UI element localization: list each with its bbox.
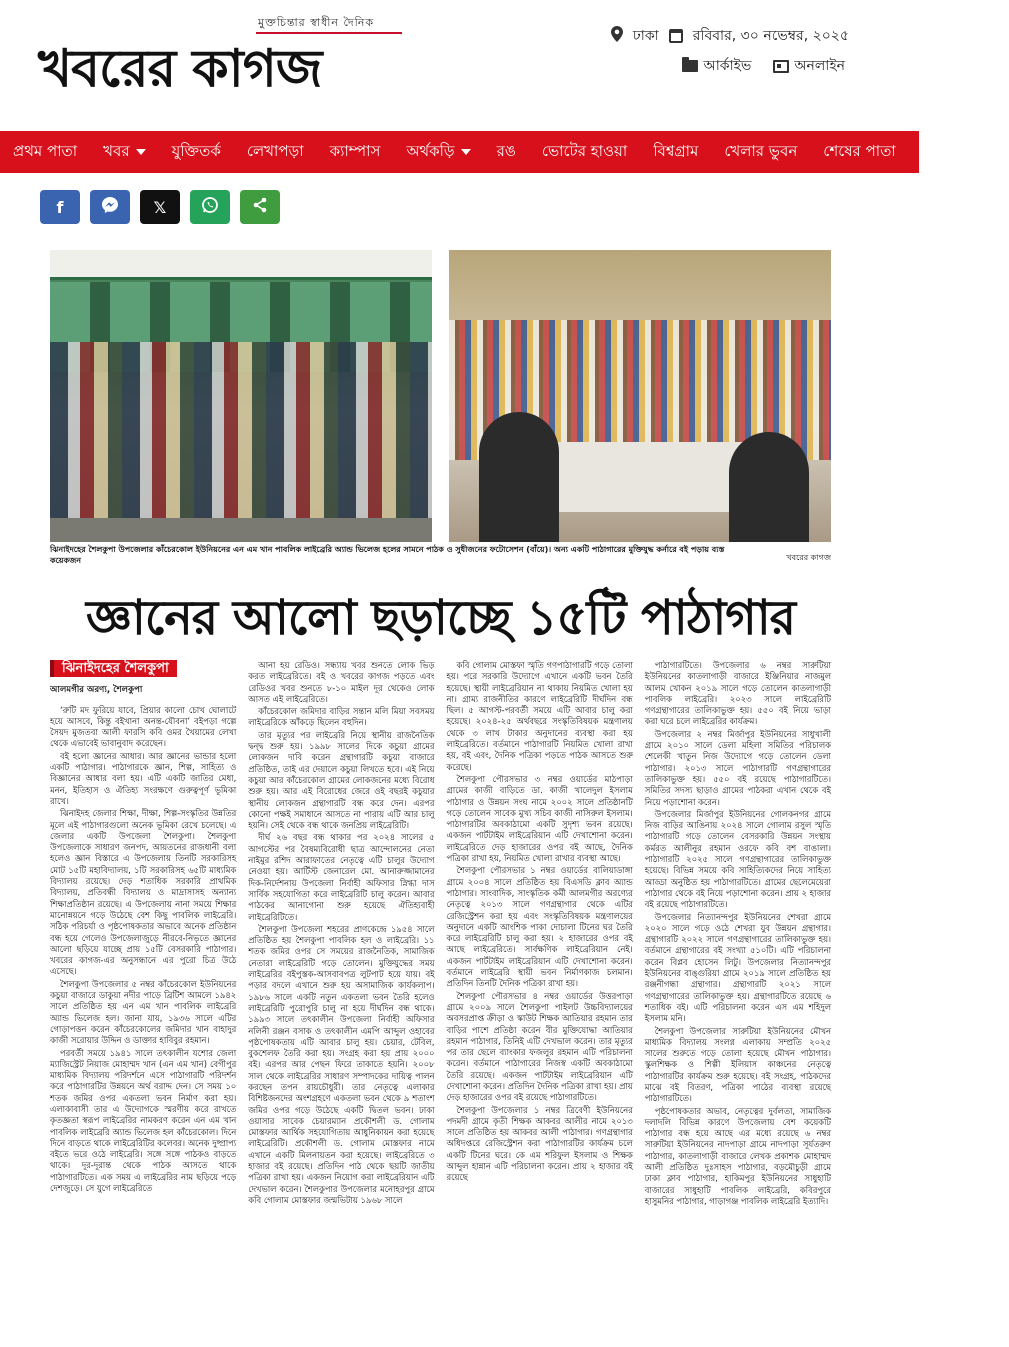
calendar-icon [669, 29, 683, 43]
caret-down-icon [461, 149, 471, 155]
article-paragraph: আনা হয় রেডিও। সন্ধ্যায় খবর শুনতে লোক ভিড় করত লাইব্রেরিতে। বই ও খবরের কাগজ পড়তে এবং রেডিওর খবর শুনতে ৮-১০ মাইল দূর থেকেও লোক আসত এই লাইব্রেরিতে। [248, 660, 435, 704]
newspaper-icon [773, 60, 789, 73]
photo-reader [729, 432, 809, 542]
nav-item-label: শেষের পাতা [823, 141, 896, 160]
caret-down-icon [136, 149, 146, 155]
article-paragraph: উপজেলার নিত্যানন্দপুর ইউনিয়নের শেখরা গ্রামে ২০২০ সালে গড়ে ওঠে শেখরা যুব উন্নয়ন গ্রন্থাগার। গ্রন্থাগারটি ২০২২ সালে গণগ্রন্থাগারের তালিকাভুক্ত হয়। বর্তমানে গ্রন্থাগারের বই সংখ্যা ৫১০টি। এটি পরিচালনা করেন বিপ্লব হোসেন লিটু। উপজেলার নিত্যানন্দপুর ইউনিয়নের বাঙ্গুরিয়া গ্রামে ২০১৯ সালে প্রতিষ্ঠিত হয় রঞ্জনীগন্ধা গ্রন্থাগার। গ্রন্থাগারটি ২০২১ সালে গণগ্রন্থাগারের তালিকাভুক্ত হয়। গ্রন্থাগারটিতে রয়েছে ৬ শতাধিক বই। এটি পরিচালনা করেন এস এম শহিদুল ইসলাম মনি। [644, 911, 831, 1024]
x-icon: 𝕏 [153, 197, 167, 217]
nav-item-label: লেখাপড়া [246, 141, 304, 160]
nav-item[interactable] [317, 140, 394, 165]
nav-item-label: রূপসী বাংলা [921, 141, 997, 160]
photo-banner [50, 250, 432, 280]
article-headline: জ্ঞানের আলো ছড়াচ্ছে ১৫টি পাঠাগার [85, 590, 796, 646]
nav-item-label: ভোটের হাওয়া [541, 141, 628, 160]
nav-item[interactable] [529, 140, 640, 165]
photo-caption-text: ঝিনাইদহের শৈলকুপা উপজেলার কাঁচেরকোল ইউনিয়নের এন এম খান পাবলিক লাইব্রেরি অ্যান্ড ভিলেজ হলের সামনে পাঠক ও সুধীজনের ফটোসেশন (বাঁয়ে)। অন্য একটি পাঠাগারের মুক্তিযুদ্ধ কর্নারে বই পড়ায় ব্যস্ত কয়েকজন [50, 545, 725, 565]
article-paragraph: পরবর্তী সময়ে ১৯৪১ সালে তৎকালীন যশোর জেলা ম্যাজিস্ট্রেট নিয়াজ মোহাম্মদ খান (এন এম খান) বেগীপুর মাধ্যমিক বিদ্যালয় পরিদর্শনে এসে পাঠাগারটি পরিদর্শন করে পাঠাগারটির উন্নয়নে অর্থ বরাদ্দ দেন। সে সময় ১০ শতক জমির ওপর একতলা ভবন নির্মাণ করা হয়। এলাকাবাসী তার এ উদ্যোগকে স্মরণীয় করে রাখতে কৃতজ্ঞতা স্বরূপ লাইব্রেরির নামকরণ করেন এন এম খান পাবলিক লাইব্রেরি অ্যান্ড ভিলেজ হল কাঁচেরকোল। দিনে দিনে বাড়তে থাকে লাইব্রেরিটির কলেবর। অনেক দুষ্প্রাপ্য বইতে ভরে ওঠে লাইব্রেরি। সঙ্গে সঙ্গে পাঠকও বাড়তে থাকে। দূর-দূরান্ত থেকে পাঠক আসতে থাকে পাঠাগারটিতে। এক সময় এ লাইব্রেরির নাম ছড়িয়ে পড়ে দেশজুড়ে। সে যুগে লাইব্রেরিতে [50, 1047, 237, 1194]
nav-item[interactable] [234, 140, 317, 165]
nav-item[interactable] [810, 140, 908, 165]
nav-item[interactable] [159, 140, 234, 165]
nav-item-label: রঙ [496, 141, 516, 160]
photo-ground [50, 518, 432, 542]
article-paragraph: উপজেলার মির্জাপুর ইউনিয়নের গোলকনগর গ্রামে নিজ বাড়ির আঙিনায় ২০২৪ সালে গোলাম রসুল স্মৃতি পাঠাগারটি গড়ে তোলেন বেসরকারি উন্নয়ন সংস্থায় কর্মরত আলীনুর রহমান ওরফে কবি বশ বাঙালা। পাঠাগারটি ২০২৫ সালে গণগ্রন্থাগারের তালিকাভুক্ত হয়েছে। বিভিন্ন সময়ে কবি সাহিত্যিকদের নিয়ে সাহিত্য আড্ডা অনুষ্ঠিত হয় পাঠাগারটিতে। গ্রামের ছেলেমেয়েরা পাঠাগার থেকে বই নিয়ে পড়াশোনা করেন। প্রায় ২ হাজার বই রয়েছে পাঠাগারটিতে। [644, 808, 831, 910]
main-nav [0, 131, 997, 173]
online-link[interactable] [773, 54, 845, 78]
article-paragraph: কবি গোলাম মোস্তফা স্মৃতি গণপাঠাগারটি গড়ে তোলা হয়। পরে সরকারি উদ্যোগে এখানে একটি ভবন তৈরি হয়েছে। স্থায়ী লাইব্রেরিয়ান না থাকায় নিয়মিত খোলা হয় না। গ্রাম্য রাজনীতির কারণে লাইব্রেরিটি দীর্ঘদিন বন্ধ ছিল। ৫ আগস্ট-পরবর্তী সময়ে এটি আবার চালু করা হয়েছে। ২০২৪-২৫ অর্থবছরে সংস্কৃতিবিষয়ক মন্ত্রণালয় থেকে ৩ লাখ টাকার অনুদানের ব্যবস্থা করা হয় লাইব্রেরিতে। বর্তমানে পাঠাগারটি নিয়মিত খোলা রাখা হয়, বই এবং, দৈনিক পত্রিকা পড়তে পাঠক আসতে শুরু করেছে। [446, 660, 633, 772]
article-paragraph: ঝিনাইদহ জেলার শিক্ষা, দীক্ষা, শিল্প-সংস্কৃতির উন্নতির মূলে এই পাঠাগারগুলো অনেক ভূমিকা রেখে চলেছে। এ জেলার একটি উপজেলা শৈলকুপা। শৈলকুপা উপজেলাকে সাধারণ জনপদ, আয়তনের রাজধানী বলা হলেও জ্ঞান বিস্তারে এ উপজেলায় তিনটি সরকারিসহ মোট ১৫টি মহাবিদ্যালয়, ১টি সরকারিসহ ৬৫টি মাধ্যমিক বিদ্যালয় রয়েছে। দেড় শতাধিক সরকারি প্রাথমিক বিদ্যালয়, প্রতিবন্ধী বিদ্যালয় ও মাদ্রাসাসহ অন্যান্য শিক্ষাপ্রতিষ্ঠান রয়েছে। এ উপজেলায় নানা সময়ে শিক্ষার মানোন্নয়নে গড়ে উঠেছে বেশ কিছু পাবলিক লাইব্রেরি। সঠিক পরিচর্যা ও পৃষ্ঠপোষকতার অভাবে অনেক প্রতিষ্ঠান বন্ধ হয়ে গেলেও উপজেলাজুড়ে নীরবে-নিভৃতে জ্ঞানের আলো ছড়িয়ে যাচ্ছে প্রায় ১৫টি বেসরকারি পাঠাগার। খবরের কাগজ-এর অনুসন্ধানে এর পুরো চিত্র উঠে এসেছে। [50, 808, 237, 977]
photo-people-group [50, 342, 432, 522]
nav-item-label: যুক্তিতর্ক [171, 141, 221, 160]
x-share-button[interactable] [140, 190, 180, 224]
article-paragraph: উপজেলার ২ নম্বর মির্জাপুর ইউনিয়নের সাধুখালী গ্রামে ২০১০ সালে ডেলা মহিলা সমিতির পরিচালক শেলেকী খাতুন নিজ উদ্যোগে গড়ে তোলেন ডেলা পাঠাগার। ২০১৩ সালে পাঠাগারটি গণগ্রন্থাগারের তালিকাভুক্ত হয়। ৫৫০ বই রয়েছে পাঠাগারটিতে। সমিতির সদস্য ছাড়াও গ্রামের পাঠকরা এখান থেকে বই নিয়ে পড়াশোনা করেন। [644, 728, 831, 807]
article-column-4 [645, 660, 831, 1340]
article-paragraph: শৈলকুপা উপজেলার সারুটিয়া ইউনিয়নের মৌখন মাধ্যমিক বিদ্যালয় সংলগ্ন এলাকায় সম্প্রতি ২০২৫ সালের শুরুতে গড়ে তোলা হয়েছে মৌখন পাঠাগার। স্কুলশিক্ষক ও শিল্পী ইলিয়াস কাঞ্চনের নেতৃত্বে পাঠাগারটির কার্যক্রম শুরু হয়েছে। বই সংগ্রহ, পাঠকদের মাঝে বই বিতরণ, পত্রিকা পাঠের ব্যবস্থা রয়েছে পাঠাগারটিতে। [644, 1025, 831, 1104]
article-column-2 [248, 660, 434, 1340]
location-pin-icon [611, 26, 623, 46]
nav-item[interactable] [393, 140, 483, 165]
article-paragraph: তার মৃত্যুর পর লাইব্রেরি নিয়ে স্থানীয় রাজনৈতিক দ্বন্দ্ব শুরু হয়। ১৯৯৮ সালের দিকে কচুয়া গ্রামের লোকজন দাবি করেন গ্রন্থাগারটি কচুয়া বাজারে প্রতিষ্ঠিত, তাই এর দেয়ালে কচুয়া লিখতে হবে। এই নিয়ে কচুয়া আর কাঁচেরকোল গ্রামের লোকজনের মধ্যে বিরোধ শুরু হয়। আর এই বিরোধের জেরে ওই বছরই কচুয়ার স্থানীয় লোকজন গ্রন্থাগারটি বন্ধ করে দেন। এরপর কোনো পক্ষই সমাধানে আসতে না পারায় এটি আর চালু হয়নি। সেই থেকে বন্ধ থাকে জনপ্রিয় লাইব্রেরিটি। [248, 729, 435, 831]
photo-credit: খবরের কাগজ [786, 553, 831, 562]
site-logo[interactable]: খবরের কাগজ [38, 39, 322, 99]
whatsapp-share-button[interactable] [190, 190, 230, 224]
article-paragraph: দীর্ঘ ২৬ বছর বন্ধ থাকার পর ২০২৪ সালের ৫ আগস্টের পর বৈষম্যবিরোধী ছাত্র আন্দোলনের নেতা নাইমুর রশিদ আরাফাতের নেতৃত্বে এটি চালুর উদ্যোগ নেওয়া হয়। আর্টিস্ট জেনারেল মো. আনারুজ্জামানের দিক-নির্দেশনায় উপজেলা নির্বাহী অফিসার স্নিগ্ধা দাস সার্বিক সহযোগিতা করে লাইব্রেরিটি চালু করেন। আবার পাঠকের আনাগোনা শুরু হয়েছে ঐতিহ্যবাহী লাইব্রেরিটিতে। [248, 832, 435, 922]
nav-item[interactable] [711, 140, 810, 165]
share-icon [251, 196, 269, 218]
messenger-icon [101, 196, 119, 218]
nav-item[interactable] [0, 140, 90, 165]
article-paragraph: শৈলকুপা পৌরসভার ১ নম্বর ওয়ার্ডের বালিয়াডাঙ্গা গ্রামে ২০০৪ সালে প্রতিষ্ঠিত হয় বিএসডি ক্লাব অ্যান্ড পাঠাগার। সাংবাদিক, সাংস্কৃতিক কর্মী আলমগীর অরণ্যের নেতৃত্বে ২০১৩ সালে গণগ্রন্থাগার থেকে এটির রেজিস্ট্রেশন করা হয় এবং সংস্কৃতিবিষয়ক মন্ত্রণালয়ের অনুদানে একটি আংশিক পাকা দোচালা টিনের ঘর তৈরি করে লাইব্রেরিটি চালু করা হয়। ২ হাজারের ওপর বই আছে লাইব্রেরিতে। সার্বক্ষণিক লাইব্রেরিয়ান নেই। একজন পার্টটাইম লাইব্রেরিয়ান এটি দেখাশোনা করেন। বর্তমানে লাইব্রেরি স্থায়ী ভবন নির্মাণকাজ চলমান। প্রতিদিন তিনটি দৈনিক পত্রিকা রাখা হয়। [446, 865, 633, 989]
nav-item-label: প্রথম পাতা [13, 141, 78, 160]
article-kicker: ঝিনাইদহের শৈলকুপা [50, 660, 177, 677]
facebook-icon: f [56, 197, 64, 217]
location-text: ঢাকা [632, 28, 659, 44]
article-paragraph: পৃষ্ঠপোষকতার অভাব, নেতৃত্বের দুর্বলতা, সামাজিক দলাদলি বিভিন্ন কারণে উপজেলায় বেশ কয়েকটি পাঠাগার বন্ধ হয়ে আছে এর মধ্যে রয়েছে ৬ নম্বর সারুটিয়া ইউনিয়নের নাদপাড়া গ্রামে নাদপাড়া সূর্যতরুণ পাঠাগার, কাতলাগাড়ী বাজারে লেখক প্রকাশক মোহাম্মদ আলী প্রতিষ্ঠিত দুঃসাহস পাঠাগার, বড়মৌচুড়ী গ্রামে ঢাকা ক্লাব পাঠাগার, হাকিমপুর ইউনিয়নের সাধুহাটি বাজারের সাধুহাটি পাবলিক লাইব্রেরি, কবিরপুরে হাসুমনির পাঠাগার, গাড়াগঞ্জ পাবলিক লাইব্রেরি ইত্যাদি। [644, 1105, 831, 1206]
nav-item-label: খেলার ভুবন [724, 141, 798, 160]
article-paragraph: কাঁচেরকোল জমিদার বাড়ির সন্তান মলি মিয়া সবসময় লাইব্রেরিকে আঁকড়ে ছিলেন বহুদিন। [248, 706, 435, 728]
nav-item[interactable] [90, 140, 158, 165]
article-paragraph: শৈলকুপা উপজেলা শহরের প্রাণকেন্দ্রে ১৯৫৪ সালে প্রতিষ্ঠিত হয় শৈলকুপা পাবলিক হল ও লাইব্রেরি। ১১ শতক জমির ওপর সে সময়ের রাজনৈতিক, সামাজিক নেতারা লাইব্রেরিটি গড়ে তোলেন। মুক্তিযুদ্ধের সময় লাইব্রেরির বইপুস্তক-আসবাবপত্র লুটপাট হয়ে যায়। বই পড়ার বদলে এখানে শুরু হয় অসামাজিক কার্যকলাপ। ১৯৮৬ সালে একটি নতুন একতলা ভবন তৈরি হলেও লাইব্রেরিটি পুরোপুরি চালু না হয়ে দীর্ঘদিন বন্ধ থাকে। ১৯৯৩ সালে তৎকালীন উপজেলা নির্বাহী অফিসার নলিনী রঞ্জন বসাক ও তৎকালীন এমপি আব্দুল ওহাবের পৃষ্ঠপোষকতায় এটি আবার চালু হয়। চেয়ার, টেবিল, বুকশেলফ তৈরি করা হয়। সংগ্রহ করা হয় প্রায় ২০০০ বই। এরপর আর পেছন ফিরে তাকাতে হয়নি। ২০০৮ সাল থেকে লাইব্রেরির সাধারণ সম্পাদকের দায়িত্ব পালন করছেন তপন রায়চৌধুরী। তার নেতৃত্বে এলাকার বিশিষ্টজনদের অংশগ্রহণে একতলা ভবন থেকে ৯ শতাংশ জমির ওপর গড়ে উঠেছে একটি দ্বিতল ভবন। ঢাকা ওয়াসার সাবেক চেয়ারম্যান প্রকৌশলী ড. গোলাম মোস্তফার আর্থিক সহযোগিতায় আধুনিকায়ন করা হয়েছে লাইব্রেরিটি। প্রকৌশলী ড. গোলাম মোস্তফার নামে এখানে একটি মিলনায়তন করা হয়েছে। লাইব্রেরিতে ৩ হাজার বই রয়েছে। প্রতিদিন পাঠ থেকে ছয়টি জাতীয় পত্রিকা রাখা হয়। একজন নিয়োগ করা লাইব্রেরিয়ান এটি দেখভাল করেন। শৈলকুপার উপজেলার মনোহরপুর গ্রামে কবি গোলাম মোস্তফার জন্মভিটায় ১৯৬৮ সালে [248, 923, 435, 1205]
article-body [50, 660, 831, 1340]
archive-link[interactable] [682, 54, 751, 78]
article-paragraph: পাঠাগারটিতে। উপজেলার ৬ নম্বর সারুটিয়া ইউনিয়নের কাতলাগাড়ী বাজারে ইঞ্জিনিয়ার নাজমুল আলম খোকন ২০১৯ সালে গড়ে তোলেন কাতলাগাড়ী পাবলিক লাইব্রেরি। ২০২৩ সালে লাইব্রেরিটি গণগ্রন্থাগারের তালিকাভুক্ত হয়। ৫৫০ বই নিয়ে ভাড়া করা ঘরে চলে লাইব্রেরির কার্যক্রম। [644, 660, 831, 727]
article-paragraph: ‘রুটি মদ ফুরিয়ে যাবে, প্রিয়ার কালো চোখ ঘোলাটে হয়ে আসবে, কিন্তু বইখানা অনন্ত-যৌবনা’ বইপড়া গল্পে সৈয়দ মুজতবা আলী ফারসি কবি ওমর খৈয়ামের লেখা থেকে এভাবেই ভাবানুবাদ করেছেন। [50, 704, 237, 749]
location-date [611, 24, 849, 48]
photo-reading-room [449, 250, 831, 542]
photo-caption [50, 544, 750, 566]
share-button[interactable] [240, 190, 280, 224]
nav-item[interactable] [640, 140, 711, 165]
folder-icon [682, 60, 698, 72]
facebook-share-button[interactable] [40, 190, 80, 224]
nav-item[interactable] [909, 140, 1009, 165]
photo-reader [479, 412, 559, 542]
online-label: অনলাইন [794, 58, 845, 74]
article-byline: আলমগীর অরণ্য, শৈলকুপা [50, 685, 143, 696]
article-paragraph: শৈলকুপা উপজেলার ১ নম্বর ত্রিবেণী ইউনিয়নের পদমদী গ্রামে কৃতী শিক্ষক আকবর আলীর নামে ২০১৩ সালে প্রতিষ্ঠিত হয় আকবর আলী পাঠাগার। গণগ্রন্থাগার অধিদপ্তরে রেজিস্ট্রেশন করা পাঠাগারটির কার্যক্রম চলে একটি টিনের ঘরে। কে এম শরিফুল ইসলাম ও শিক্ষক আব্দুল হান্নান এটি পরিচালনা করেন। প্রায় ২ হাজার বই রয়েছে [446, 1104, 633, 1183]
photo-library-group [50, 250, 432, 542]
tagline: মুক্তচিন্তার স্বাধীন দৈনিক [258, 16, 375, 29]
article-paragraph: শৈলকুপা পৌরসভার ৪ নম্বর ওয়ার্ডের উত্তরপাড়া গ্রামে ২০০৯ সালে শৈলকুপা পাইলট উচ্চবিদ্যালয়ের অবসরপ্রাপ্ত ক্রীড়া ও স্কাউট শিক্ষক আতিয়ার রহমান তার বাড়ির পাশে প্রতিষ্ঠা করেন বীর মুক্তিযোদ্ধা আতিয়ার রহমান পাঠাগার, তিনিই এটি দেখভাল করেন। তার মৃত্যুর পর তার ছেলে ব্যাংকার ফজলুর রহমান এটি পরিচালনা করেন। বর্তমানে পাঠাগারের নিজস্ব একটি অবকাঠামো তৈরি রয়েছে। একজন পার্টটাইম লাইব্রেরিয়ান এটি দেখাশোনা করেন। প্রতিদিন দৈনিক পত্রিকা রাখা হয়। প্রায় দেড় হাজারের ওপর বই রয়েছে পাঠাগারটিতে। [446, 990, 633, 1103]
nav-item-label: ক্যাম্পাস [329, 141, 381, 160]
whatsapp-icon [201, 196, 219, 218]
article-paragraph: শৈলকুপা উপজেলার ৫ নম্বর কাঁচেরকোল ইউনিয়নের কচুয়া বাজারে ডাকুয়া নদীর পাড়ে ব্রিটিশ আমলে ১৯৪২ সালে প্রতিষ্ঠিত হয় এন এম খান পাবলিক লাইব্রেরি অ্যান্ড ভিলেজ হল। জানা যায়, ১৯৩৬ সালে এটির গোড়াপত্তন করেন কাঁচেরকোলের জমিদার খান বাহাদুর কাজী সরোয়ার উদ্দিন ও ডাক্তার হাবিবুর রহমান। [50, 978, 237, 1046]
nav-item[interactable] [484, 140, 529, 165]
date-text: রবিবার, ৩০ নভেম্বর, ২০২৫ [692, 28, 849, 44]
nav-item-label: অর্থকড়ি [406, 141, 455, 160]
article-paragraph: শৈলকুপা পৌরসভার ৩ নম্বর ওয়ার্ডের মাঠপাড়া গ্রামের কাজী বাড়িতে ডা. কাজী খালেদুল ইসলাম পাঠাগার ও উন্নয়ন সংঘ নামে ২০০২ সালে প্রতিষ্ঠানটি গড়ে তোলেন সাবেক মুখ্য সচিব কাজী নাসিরুল ইসলাম। পাঠাগারটির অবকাঠামো একটি সুদৃশ্য ভবন রয়েছে। একজন পার্টটাইম লাইব্রেরিয়ান এটি দেখাশোনা করেন। লাইব্রেরিতে দেড় হাজারের ওপর বই আছে, দৈনিক পত্রিকা রাখা হয়, নিয়মিত খোলা রাখার ব্যবস্থা আছে। [446, 773, 633, 864]
article-column-3 [447, 660, 633, 1340]
masthead [0, 0, 919, 130]
article-column-1 [50, 660, 236, 1340]
article-paragraph: বই হলো জ্ঞানের আধার। আর জ্ঞানের ভান্ডার হলো একটি পাঠাগার। পাঠাগারকে জ্ঞান, শিল্প, সাহিত্য ও বিজ্ঞানের আধার বলা হয়। এটি একটি জাতির মেধা, মনন, ইতিহাস ও ঐতিহ্য সংরক্ষণে গুরুত্বপূর্ণ ভূমিকা রাখে। [50, 750, 237, 806]
nav-item-label: বিশ্বগ্রাম [653, 141, 699, 160]
archive-label: আর্কাইভ [703, 58, 752, 74]
nav-item-label: খবর [103, 141, 130, 160]
meta-links [682, 54, 845, 78]
share-bar [40, 190, 280, 224]
messenger-share-button[interactable] [90, 190, 130, 224]
